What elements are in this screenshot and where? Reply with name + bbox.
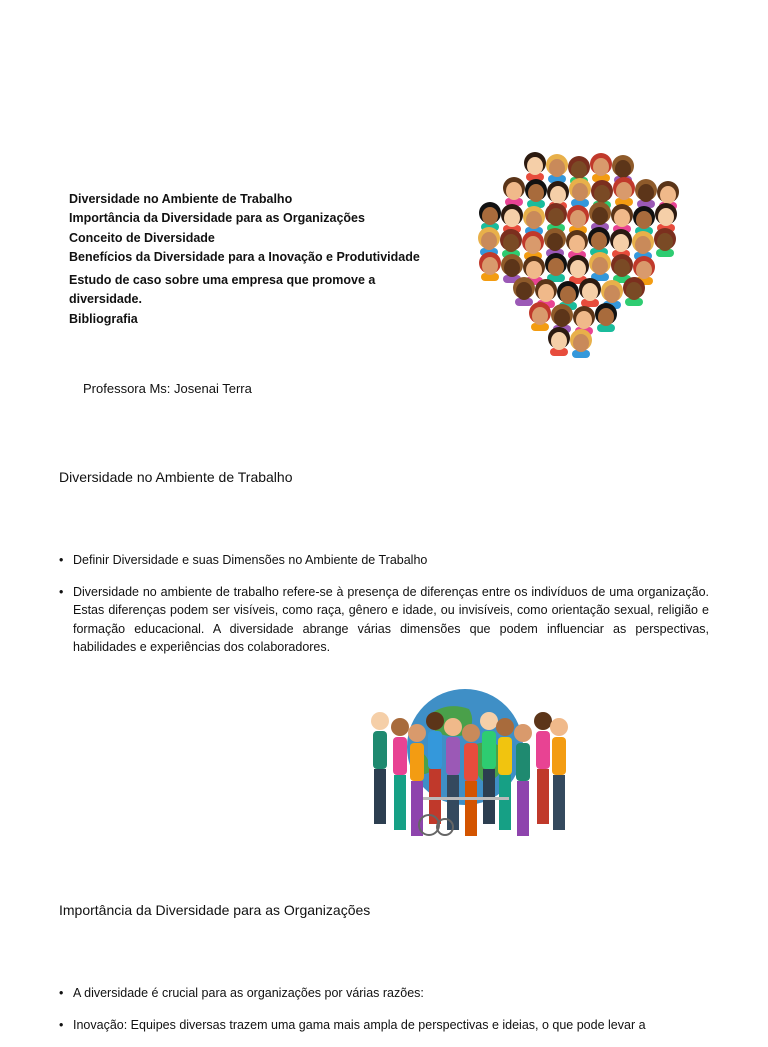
toc-item: Estudo de caso sobre uma empresa que promove a diversidade. — [69, 273, 376, 307]
section-title: Diversidade no Ambiente de Trabalho — [59, 469, 293, 485]
toc-item: Benefícios da Diversidade para a Inovação e Produtividade — [69, 249, 420, 264]
list-item: • Definir Diversidade e suas Dimensões no Ambiente de Trabalho — [59, 551, 709, 570]
list-item: • A diversidade é crucial para as organizações por várias razões: — [59, 984, 709, 1003]
professor-name: Professora Ms: Josenai Terra — [83, 381, 252, 396]
bullet-icon: • — [59, 553, 64, 567]
bullet-icon: • — [59, 1017, 64, 1032]
diverse-faces-illustration — [465, 145, 705, 385]
people-globe-illustration — [345, 685, 585, 845]
list-item: • Inovação: Equipes diversas trazem uma gama mais ampla de perspectivas e ideias, o que pode levar a — [59, 1016, 709, 1035]
toc-item: Importância da Diversidade para as Organizações — [69, 211, 365, 226]
section-title: Importância da Diversidade para as Organizações — [59, 902, 371, 918]
bullet-list — [59, 551, 709, 670]
bullet-icon: • — [59, 986, 64, 1000]
list-item: • Diversidade no ambiente de trabalho refere-se à presença de diferenças entre os indivíduos de uma organização. Estas diferenças podem ser visíveis, como raça, gênero e idade, ou invisíveis, como orientação sexual, religião e formação educacional. A diversidade abrange várias dimensões que podem influenciar as perspectivas, habilidades e experiências dos colaboradores. — [59, 584, 709, 655]
bullet-list — [59, 984, 709, 1047]
toc-item: Bibliografia — [69, 311, 138, 326]
bullet-icon: • — [59, 584, 64, 599]
table-of-contents — [69, 190, 449, 329]
toc-item: Diversidade no Ambiente de Trabalho — [69, 192, 293, 206]
toc-item: Conceito de Diversidade — [69, 230, 215, 245]
